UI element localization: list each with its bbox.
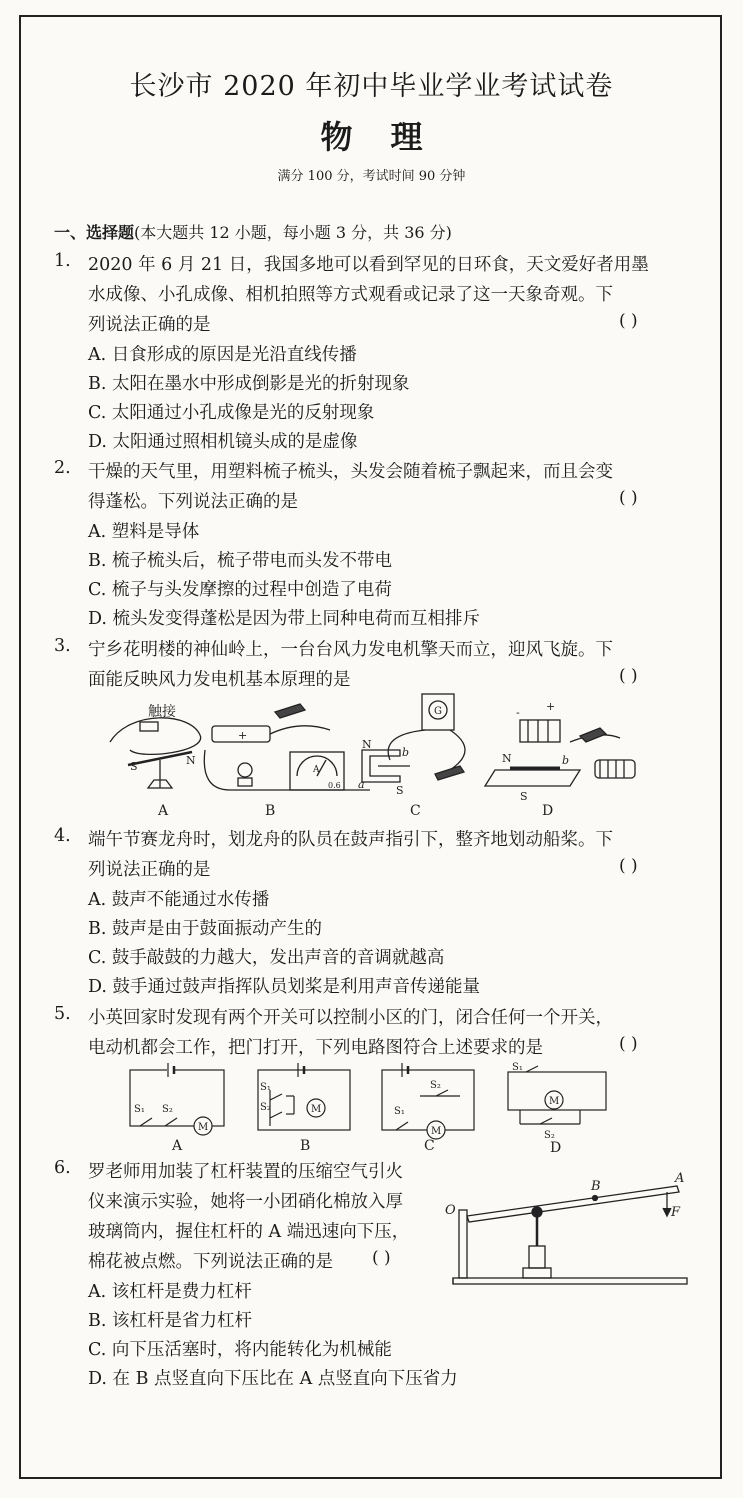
q3-fig-text-a: a [358, 778, 365, 791]
q1-option-a: A. 日食形成的原因是光沿直线传播 [88, 345, 357, 365]
q4-option-d: D. 鼓手通过鼓声指挥队员划桨是利用声音传递能量 [88, 977, 481, 997]
q5-answer-paren: ( ) [619, 1034, 638, 1054]
q6-option-d: D. 在 B 点竖直向下压比在 A 点竖直向下压省力 [88, 1369, 458, 1389]
section-note: (本大题共 12 小题，每小题 3 分，共 36 分) [134, 223, 452, 242]
q2-answer-paren: ( ) [619, 488, 638, 508]
subject-title: 物理 [320, 118, 461, 156]
q6-lever-figure [445, 1168, 695, 1288]
q5-d-s2: S₂ [544, 1130, 555, 1141]
q5-figure [120, 1060, 620, 1158]
q1-stem-line1: 2020 年 6 月 21 日，我国多地可以看到罕见的日环食，天文爱好者用墨 [88, 255, 649, 275]
q6-stem-line4: 棉花被点燃。下列说法正确的是 [88, 1252, 333, 1272]
q2-stem-line1: 干燥的天气里，用塑料梳子梳头，头发会随着梳子飘起来，而且会变 [88, 462, 613, 482]
q3-figure-b [204, 704, 370, 790]
q2-option-d: D. 梳头发变得蓬松是因为带上同种电荷而互相排斥 [88, 609, 481, 629]
q5-d-s1: S₁ [512, 1062, 523, 1073]
q4-stem-line1: 端午节赛龙舟时，划龙舟的队员在鼓声指引下，整齐地划动船桨。下 [88, 830, 613, 850]
q6-label-a: A [675, 1171, 685, 1186]
q3-figure [100, 690, 690, 820]
q5-stem-line2: 电动机都会工作，把门打开，下列电路图符合上述要求的是 [88, 1038, 543, 1058]
q3-answer-paren: ( ) [619, 666, 638, 686]
q5-d-motor: M [549, 1096, 560, 1107]
q1-option-c: C. 太阳通过小孔成像是光的反射现象 [88, 403, 375, 423]
q3-label-a: A [158, 803, 169, 819]
q3-fig-text-b1: b [402, 746, 410, 759]
q6-answer-paren: ( ) [372, 1248, 391, 1268]
q4-option-c: C. 鼓手敲鼓的力越大，发出声音的音调就越高 [88, 948, 445, 968]
q3-fig-text-06: 0.6 [328, 781, 341, 790]
q1-option-b: B. 太阳在墨水中形成倒影是光的折射现象 [88, 374, 410, 394]
q5-c-s2: S₂ [430, 1080, 441, 1091]
q5-number: 5. [54, 1004, 71, 1024]
q5-a-s2: S₂ [162, 1104, 173, 1115]
q3-figure-d [485, 700, 635, 803]
section-title: 一、选择题 [54, 223, 135, 242]
q5-circuit-d [508, 1062, 606, 1141]
q4-answer-paren: ( ) [619, 856, 638, 876]
q3-fig-text-plus2: + [546, 700, 556, 713]
q6-option-c: C. 向下压活塞时，将内能转化为机械能 [88, 1340, 392, 1360]
q3-label-d: D [542, 803, 554, 819]
exam-meta: 满分 100 分，考试时间 90 分钟 [277, 169, 466, 184]
q4-option-a: A. 鼓声不能通过水传播 [88, 890, 270, 910]
q4-option-b: B. 鼓声是由于鼓面振动产生的 [88, 919, 322, 939]
q4-number: 4. [54, 826, 71, 846]
q2-option-b: B. 梳子梳头后，梳子带电而头发不带电 [88, 551, 392, 571]
q6-stem-line3: 玻璃筒内，握住杠杆的 A 端迅速向下压， [88, 1222, 410, 1242]
q3-fig-text-minus: - [516, 706, 520, 719]
q5-a-motor: M [198, 1122, 209, 1133]
q5-a-s1: S₁ [134, 1104, 145, 1115]
q6-option-a: A. 该杠杆是费力杠杆 [88, 1282, 252, 1302]
q6-label-b: B [591, 1179, 601, 1194]
q3-fig-text-s2: S [396, 784, 404, 797]
q3-fig-text-n1: N [186, 754, 196, 767]
q6-label-o: O [445, 1203, 456, 1218]
q3-fig-text-touch: 触接 [148, 704, 176, 720]
q3-figure-c [358, 694, 465, 797]
q3-fig-text-amp: A [313, 765, 320, 775]
q5-circuit-b [258, 1063, 350, 1130]
q1-stem-line3: 列说法正确的是 [88, 315, 211, 335]
q2-number: 2. [54, 458, 71, 478]
q3-fig-text-n3: N [502, 752, 512, 765]
q2-option-a: A. 塑料是导体 [88, 522, 200, 542]
q5-label-d: D [550, 1140, 562, 1156]
q6-option-b: B. 该杠杆是省力杠杆 [88, 1311, 252, 1331]
q3-number: 3. [54, 636, 71, 656]
q3-stem-line2: 面能反映风力发电机基本原理的是 [88, 670, 351, 690]
q1-answer-paren: ( ) [619, 311, 638, 331]
q5-circuit-a [130, 1063, 224, 1135]
exam-title: 长沙市 2020 年初中毕业学业考试试卷 [129, 71, 614, 102]
q1-number: 1. [54, 251, 71, 271]
q3-stem-line1: 宁乡花明楼的神仙岭上，一台台风力发电机擎天而立，迎风飞旋。下 [88, 640, 613, 660]
q5-circuit-c [382, 1063, 474, 1139]
q5-stem-line1: 小英回家时发现有两个开关可以控制小区的门，闭合任何一个开关， [88, 1008, 613, 1028]
q1-option-d: D. 太阳通过照相机镜头成的是虚像 [88, 432, 358, 452]
q3-fig-text-g: G [434, 706, 442, 717]
q5-b-s1: S₁ [260, 1082, 271, 1093]
q6-stem-line1: 罗老师用加装了杠杆装置的压缩空气引火 [88, 1162, 403, 1182]
q4-stem-line2: 列说法正确的是 [88, 860, 211, 880]
q6-label-f: F [671, 1205, 681, 1220]
q3-fig-text-plus: + [238, 729, 248, 742]
q5-label-a: A [172, 1138, 183, 1154]
q3-fig-text-n2: N [362, 738, 372, 751]
q5-label-c: C [424, 1138, 435, 1154]
q5-b-motor: M [311, 1104, 322, 1115]
q3-figure-a [110, 703, 201, 788]
q3-label-c: C [410, 803, 421, 819]
q3-fig-text-b2: b [562, 754, 570, 767]
q5-b-s2: S₂ [260, 1102, 271, 1113]
q3-fig-text-s1: S [130, 760, 138, 773]
q2-stem-line2: 得蓬松。下列说法正确的是 [88, 492, 298, 512]
q6-stem-line2: 仪来演示实验，她将一小团硝化棉放入厚 [88, 1192, 403, 1212]
q3-label-b: B [265, 803, 276, 819]
section-heading [54, 220, 452, 243]
q5-c-motor: M [431, 1126, 442, 1137]
q5-label-b: B [300, 1138, 311, 1154]
q2-option-c: C. 梳子与头发摩擦的过程中创造了电荷 [88, 580, 392, 600]
q6-number: 6. [54, 1158, 71, 1178]
q3-fig-text-s3: S [520, 790, 528, 803]
q1-stem-line2: 水成像、小孔成像、相机拍照等方式观看或记录了这一天象奇观。下 [88, 285, 613, 305]
q5-c-s1: S₁ [394, 1106, 405, 1117]
